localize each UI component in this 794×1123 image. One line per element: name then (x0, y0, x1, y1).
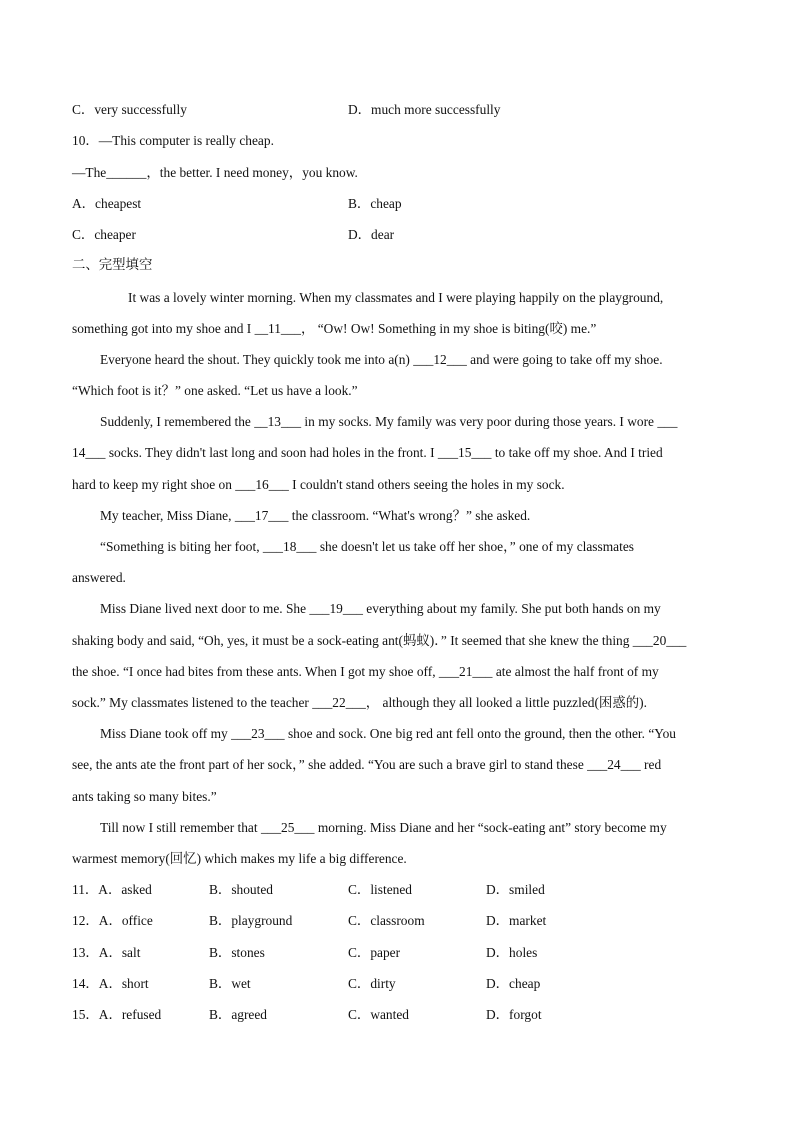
option-14-b: B．wet (209, 976, 251, 991)
blank-13: __13___ (254, 414, 302, 429)
passage-text: I couldn't stand others seeing the holes in my sock. (288, 477, 565, 492)
passage-p3-line1 (100, 412, 726, 432)
option-14-c: C．dirty (348, 976, 396, 991)
passage-p6-line1 (100, 599, 726, 619)
options-row-14 (72, 974, 724, 994)
passage-p2-line2: “Which foot is it？” one asked. “Let us have a look.” (72, 383, 358, 398)
blank-24: ___24___ (587, 757, 641, 772)
option-14-a: 14．A．short (72, 976, 149, 991)
passage-p1-line1: It was a lovely winter morning. When my classmates and I were playing happily on the playground, (128, 290, 664, 305)
passage-text: ， although they all looked a little puzzled(困惑的). (365, 695, 647, 710)
blank-16: ___16___ (235, 477, 289, 492)
q10-reply-text: —The (72, 165, 107, 180)
passage-p4-line1 (100, 506, 726, 526)
option-12-c: C．classroom (348, 913, 425, 928)
passage-text: “Something is biting her foot, (100, 539, 263, 554)
option-12-b: B．playground (209, 913, 293, 928)
passage-p7-line1 (100, 724, 726, 744)
q9-options-row (72, 100, 724, 120)
option-13-a: 13．A．salt (72, 945, 141, 960)
option-13-d: D．holes (486, 945, 538, 960)
passage-p8-line1 (100, 818, 726, 838)
option-11-c: C．listened (348, 882, 412, 897)
passage-p8-line2: warmest memory(回忆) which makes my life a big difference. (72, 851, 407, 866)
passage-text: everything about my family. She put both hands on my (362, 601, 661, 616)
passage-text: and were going to take off my shoe. (466, 352, 663, 367)
passage-text: shoe and sock. One big red ant fell onto the ground, then the other. “You (284, 726, 676, 741)
passage-text: in my socks. My family was very poor during those years. I wore (301, 414, 658, 429)
blank-17: ___17___ (234, 508, 289, 523)
option-11-d: D．smiled (486, 882, 545, 897)
passage-p6-line3 (72, 662, 724, 682)
passage-p3-line3 (72, 475, 724, 495)
passage-text: something got into my shoe and I (72, 321, 255, 336)
passage-text: ate almost the half front of my (492, 664, 659, 679)
option-13-b: B．stones (209, 945, 265, 960)
blank-20: ___20___ (632, 633, 687, 648)
passage-text: shaking body and said, “Oh, yes, it must be a sock-eating ant(蚂蚁)．” It seemed that she knew the thing (72, 633, 633, 648)
passage-text: Miss Diane lived next door to me. She (100, 601, 310, 616)
passage-text: see, the ants ate the front part of her sock，” she added. “You are such a brave girl to stand these (72, 757, 588, 772)
q9-option-d: D．much more successfully (348, 102, 501, 117)
q10-option-b: B．cheap (348, 196, 402, 211)
option-15-c: C．wanted (348, 1007, 409, 1022)
passage-text: socks. They didn't last long and soon had holes in the front. I (105, 445, 438, 460)
option-11-b: B．shouted (209, 882, 273, 897)
passage-text: Suddenly, I remembered the (100, 414, 255, 429)
option-14-d: D．cheap (486, 976, 541, 991)
q9-option-c: C．very successfully (72, 102, 187, 117)
passage-text: Till now I still remember that (100, 820, 261, 835)
option-15-d: D．forgot (486, 1007, 542, 1022)
option-11-a: 11．A．asked (72, 882, 152, 897)
option-12-d: D．market (486, 913, 547, 928)
passage-text: morning. Miss Diane and her “sock-eating ant” story become my (314, 820, 667, 835)
passage-text: ， “Ow! Ow! Something in my shoe is biting(咬) me.” (301, 321, 597, 336)
option-15-a: 15．A．refused (72, 1007, 162, 1022)
passage-text: hard to keep my right shoe on (72, 477, 236, 492)
q10-blank: ______ (106, 165, 147, 180)
passage-text: sock.” My classmates listened to the teacher (72, 695, 313, 710)
passage-text: Miss Diane took off my (100, 726, 232, 741)
options-row-12 (72, 911, 724, 931)
passage-text: Everyone heard the shout. They quickly took me into a(n) (100, 352, 414, 367)
q10-reply-rest: ，the better. I need money，you know. (146, 165, 358, 180)
passage-text: My teacher, Miss Diane, (100, 508, 235, 523)
passage-p3-line2 (72, 443, 724, 463)
q10-options-row-2 (72, 225, 724, 245)
blank-14: 14___ (72, 445, 106, 460)
passage-p5-line2: answered. (72, 570, 126, 585)
passage-p2-line1 (100, 350, 726, 370)
passage-p1-line2 (72, 319, 724, 339)
option-13-c: C．paper (348, 945, 401, 960)
option-15-b: B．agreed (209, 1007, 268, 1022)
options-row-15 (72, 1005, 724, 1025)
blank-22: ___22___ (312, 695, 366, 710)
passage-p7-line2 (72, 755, 724, 775)
passage-text: to take off my shoe. And I tried (491, 445, 663, 460)
passage-p6-line4 (72, 693, 724, 713)
blank-21: ___21___ (438, 664, 493, 679)
passage-text: the shoe. “I once had bites from these ants. When I got my shoe off, (72, 664, 439, 679)
blank-11: __11___ (254, 321, 301, 336)
q10-option-c: C．cheaper (72, 227, 136, 242)
options-row-13 (72, 943, 724, 963)
blank-15: ___15___ (437, 445, 492, 460)
blank-14-start: ___ (657, 414, 678, 429)
q10-reply (72, 163, 724, 183)
options-row-11 (72, 880, 724, 900)
q10-options-row-1 (72, 194, 724, 214)
q10-stem: 10．—This computer is really cheap. (72, 133, 274, 148)
passage-text: the classroom. “What's wrong？” she asked. (288, 508, 531, 523)
passage-text: red (640, 757, 662, 772)
option-12-a: 12．A．office (72, 913, 153, 928)
q10-option-a: A．cheapest (72, 196, 142, 211)
section-title: 二、完型填空 (72, 258, 153, 273)
blank-12: ___12___ (413, 352, 467, 367)
passage-p7-line3: ants taking so many bites.” (72, 789, 217, 804)
passage-p6-line2 (72, 631, 724, 651)
q10-option-d: D．dear (348, 227, 395, 242)
blank-18: ___18___ (262, 539, 317, 554)
blank-23: ___23___ (231, 726, 285, 741)
blank-19: ___19___ (309, 601, 363, 616)
passage-text: she doesn't let us take off her shoe，” one of my classmates (316, 539, 634, 554)
blank-25: ___25___ (260, 820, 315, 835)
passage-p5-line1 (100, 537, 726, 557)
